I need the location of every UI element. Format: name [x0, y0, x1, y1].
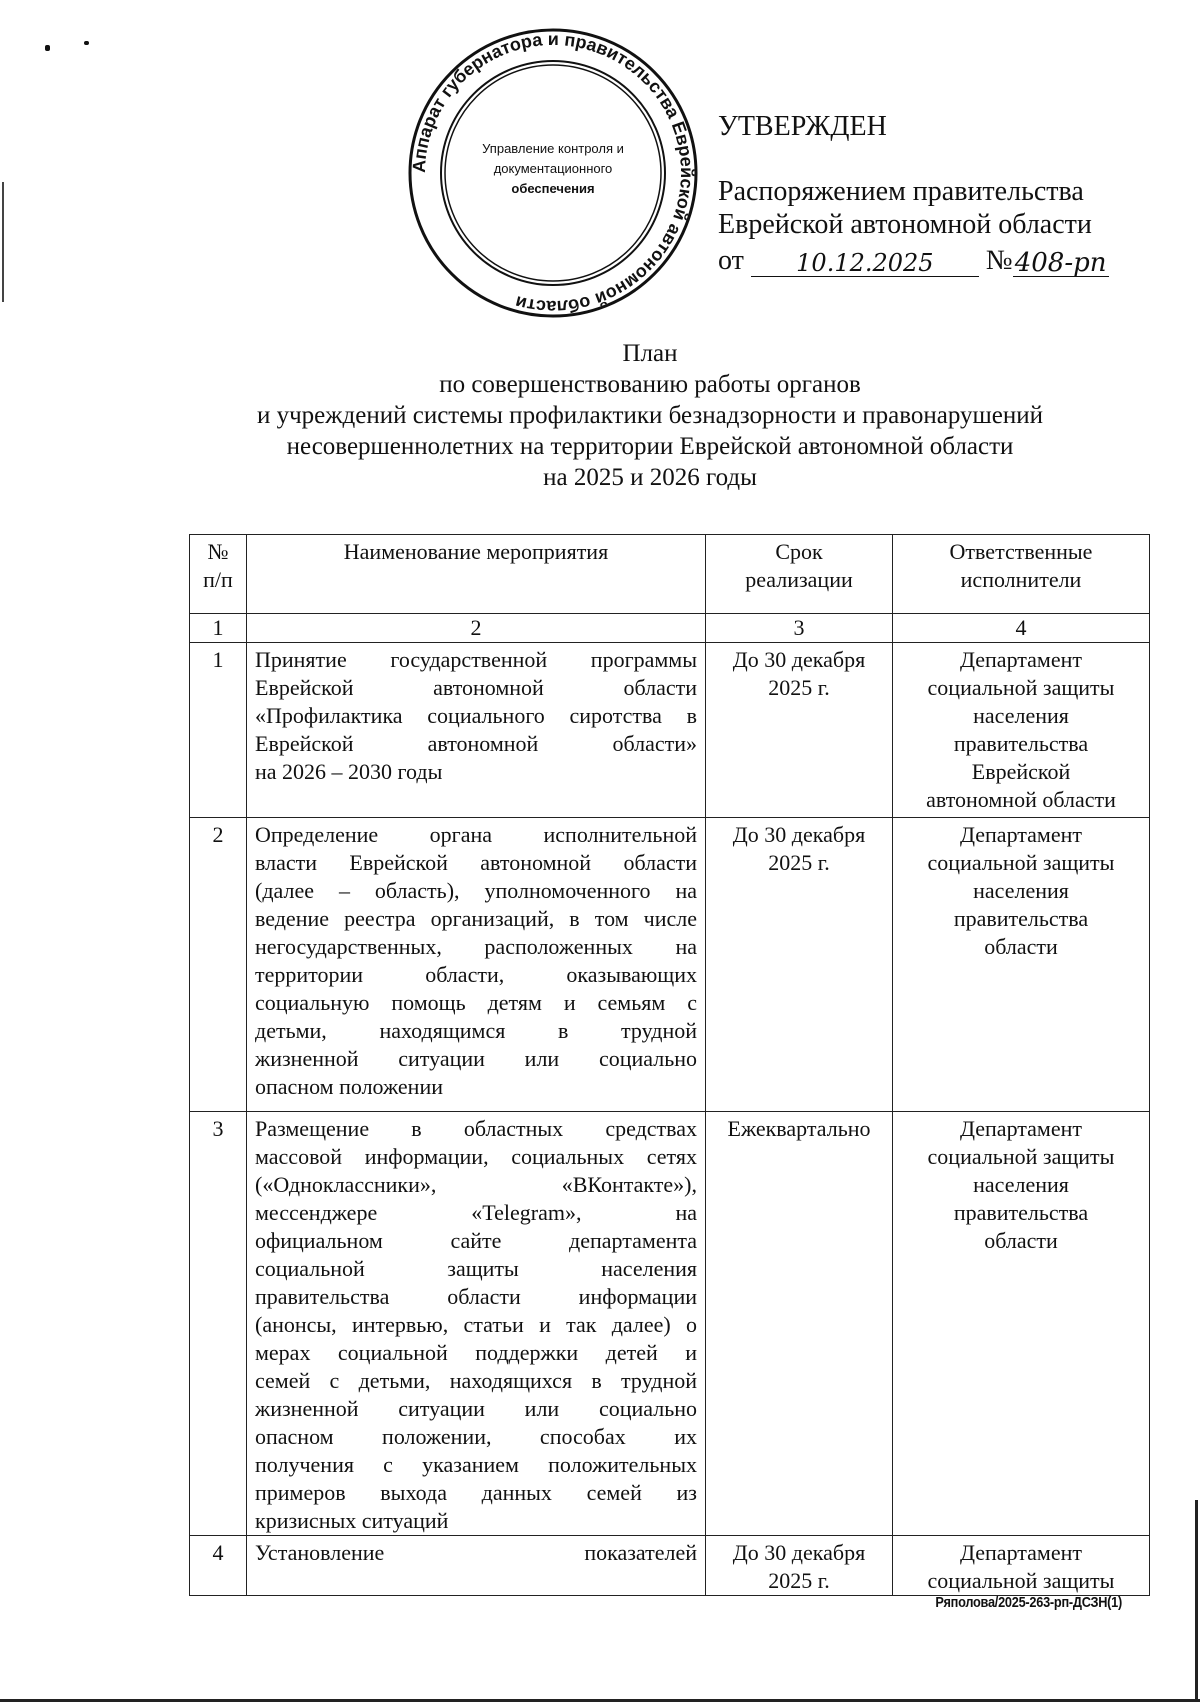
header-name — [247, 535, 706, 614]
row-number: 3 — [190, 1112, 247, 1536]
activity-term — [706, 818, 893, 1112]
text-line: территории области, оказывающих — [255, 962, 697, 987]
text-line: Срок — [775, 539, 823, 564]
row-number: 2 — [190, 818, 247, 1112]
text-line: (далее – область), уполномоченного на — [255, 878, 697, 903]
text-line: Департамент — [959, 1540, 1082, 1565]
table-row — [190, 1112, 1150, 1536]
text-line: семей с детьми, находящихся в трудной — [255, 1368, 697, 1393]
row-number: 4 — [190, 1536, 247, 1596]
text-line: на 2026 – 2030 годы — [255, 759, 443, 784]
activity-responsible — [893, 1536, 1150, 1596]
text-line: опасном положении — [255, 1074, 443, 1099]
stamp-inner-line-1: Управление контроля и — [482, 141, 624, 156]
table-row — [190, 818, 1150, 1112]
table-row — [190, 643, 1150, 818]
handwritten-date: 10.12.2025 — [796, 249, 934, 277]
date-underline — [751, 246, 979, 277]
text-line: План — [622, 340, 678, 367]
text-line: жизненной ситуации или социально — [255, 1396, 697, 1421]
text-line: на 2025 и 2026 годы — [543, 464, 757, 491]
text-line: жизненной ситуации или социально — [255, 1046, 697, 1071]
text-line: 2025 г. — [768, 1568, 830, 1593]
scan-speck — [84, 41, 89, 45]
text-line: Ответственные — [949, 539, 1093, 564]
table-row — [190, 1536, 1150, 1596]
text-line: кризисных ситуаций — [255, 1508, 449, 1533]
column-numbers-row — [190, 614, 1150, 643]
text-line: примеров выхода данных семей из — [255, 1480, 697, 1505]
handwritten-number: 408-рп — [1014, 248, 1107, 278]
header-term — [706, 535, 893, 614]
text-line: социальной защиты — [927, 675, 1115, 700]
header-responsible — [893, 535, 1150, 614]
text-line: ведение реестра организаций, в том числе — [255, 906, 697, 931]
plan-table — [189, 534, 1150, 1596]
table-header-row — [190, 535, 1150, 614]
text-line: Еврейской — [971, 759, 1071, 784]
scan-edge-right — [1195, 1500, 1198, 1700]
text-line: населения — [973, 703, 1069, 728]
text-line: социальной защиты населения — [255, 1256, 697, 1281]
approval-line-2: Еврейской автономной области — [718, 209, 1092, 240]
approval-date-number-line — [718, 244, 1109, 277]
text-line: области — [984, 1228, 1058, 1253]
text-line: реализации — [745, 567, 853, 592]
column-number: 3 — [706, 614, 893, 643]
text-line: 2025 г. — [768, 850, 830, 875]
text-line: автономной области — [926, 787, 1116, 812]
from-label: от — [718, 245, 744, 276]
number-underline — [1013, 246, 1109, 277]
text-line: Ежеквартально — [727, 1116, 871, 1141]
scan-speck — [45, 45, 50, 51]
text-line: Еврейской автономной области — [255, 675, 697, 700]
text-line: официальном сайте департамента — [255, 1228, 697, 1253]
text-line: правительства области информации — [255, 1284, 697, 1309]
text-line: по совершенствованию работы органов — [439, 371, 861, 398]
text-line: и учреждений системы профилактики безнадзорности и правонарушений — [256, 402, 1044, 429]
row-number: 1 — [190, 643, 247, 818]
scan-edge-bottom — [0, 1699, 1200, 1702]
text-line: получения с указанием положительных — [255, 1452, 697, 1477]
text-line: (анонсы, интервью, статьи и так далее) о — [255, 1312, 697, 1337]
stamp-inner-line-3: обеспечения — [511, 181, 595, 196]
official-stamp — [405, 25, 701, 321]
activity-name — [247, 1536, 706, 1596]
text-line: несовершеннолетних на территории Еврейской автономной области — [286, 433, 1014, 460]
text-line: детьми, находящимся в трудной — [255, 1018, 697, 1043]
header-number — [190, 535, 247, 614]
text-line: п/п — [203, 567, 233, 592]
text-line: До 30 декабря — [732, 822, 866, 847]
text-line: («Одноклассники», «ВКонтакте»), — [255, 1172, 697, 1197]
approval-line-1: Распоряжением правительства — [718, 176, 1084, 207]
activity-term — [706, 1536, 893, 1596]
text-line: Департамент — [959, 1116, 1082, 1141]
text-line: социальной защиты — [927, 1568, 1115, 1593]
text-line: Департамент — [959, 647, 1082, 672]
text-line: Установление показателей — [255, 1540, 697, 1565]
text-line: области — [984, 934, 1058, 959]
text-line: негосударственных, расположенных на — [255, 934, 697, 959]
stamp-inner-line-2: документационного — [493, 161, 613, 176]
activity-term — [706, 643, 893, 818]
text-line: социальной защиты — [927, 850, 1115, 875]
document-code: Ряполова/2025-263-рп-ДСЗН(1) — [935, 1594, 1122, 1611]
approval-heading: УТВЕРЖДЕН — [718, 111, 887, 142]
text-line: правительства — [953, 1200, 1089, 1225]
text-line: Департамент — [959, 822, 1082, 847]
text-line: Принятие государственной программы — [255, 647, 697, 672]
scan-edge-left — [2, 182, 4, 302]
activity-term — [706, 1112, 893, 1536]
text-line: социальную помощь детям и семьям с — [255, 990, 697, 1015]
activity-responsible — [893, 818, 1150, 1112]
text-line: социальной защиты — [927, 1144, 1115, 1169]
text-line: Размещение в областных средствах — [255, 1116, 697, 1141]
activity-name — [247, 643, 706, 818]
text-line: Еврейской автономной области» — [255, 731, 697, 756]
number-label: № — [985, 245, 1013, 276]
text-line: Определение органа исполнительной — [255, 822, 697, 847]
column-number: 1 — [190, 614, 247, 643]
activity-name — [247, 818, 706, 1112]
text-line: населения — [973, 1172, 1069, 1197]
text-line: До 30 декабря — [732, 1540, 866, 1565]
text-line: мерах социальной поддержки детей и — [255, 1340, 697, 1365]
text-line: исполнители — [960, 567, 1082, 592]
text-line: правительства — [953, 906, 1089, 931]
text-line: правительства — [953, 731, 1089, 756]
document-title — [200, 338, 1100, 493]
activity-responsible — [893, 643, 1150, 818]
activity-name — [247, 1112, 706, 1536]
column-number: 2 — [247, 614, 706, 643]
text-line: мессенджере «Telegram», на — [255, 1200, 697, 1225]
activity-responsible — [893, 1112, 1150, 1536]
stamp-outer-text: Аппарат губернатора и правительства Еврейской автономной области — [408, 28, 698, 318]
text-line: До 30 декабря — [732, 647, 866, 672]
text-line: 2025 г. — [768, 675, 830, 700]
text-line: власти Еврейской автономной области — [255, 850, 697, 875]
column-number: 4 — [893, 614, 1150, 643]
text-line: массовой информации, социальных сетях — [255, 1144, 697, 1169]
text-line: населения — [973, 878, 1069, 903]
text-line: Наименование мероприятия — [343, 539, 609, 564]
text-line: «Профилактика социального сиротства в — [255, 703, 697, 728]
text-line: опасном положении, способах их — [255, 1424, 697, 1449]
text-line: № — [207, 539, 229, 564]
